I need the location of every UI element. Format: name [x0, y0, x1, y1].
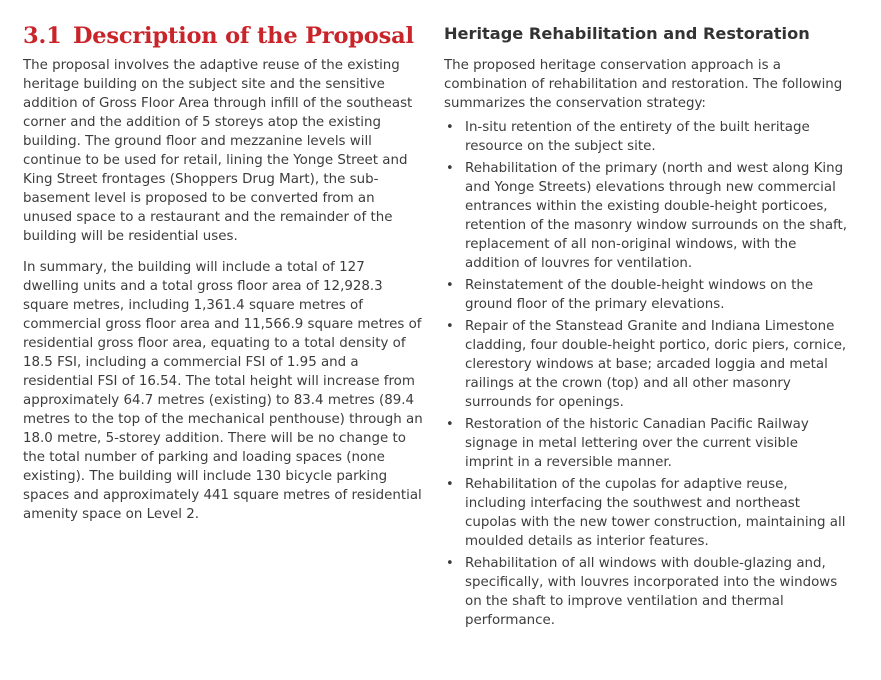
list-item — [444, 276, 849, 314]
heritage-body — [444, 56, 849, 633]
bullet-icon: • — [446, 556, 454, 571]
list-item — [444, 554, 849, 630]
list-item-text: Rehabilitation of the cupolas for adaptive reuse, including interfacing the southwest and northeast cupolas with the new tower construction, maintaining all moulded details as interior features. — [465, 477, 846, 549]
section-number: 3.1 — [23, 23, 62, 49]
list-item — [444, 317, 849, 412]
list-item — [444, 118, 849, 156]
conservation-strategy-list — [444, 118, 849, 630]
list-item — [444, 159, 849, 273]
list-item-text: Repair of the Stanstead Granite and Indiana Limestone cladding, four double-height portico, doric piers, cornice, clerestory windows at base; arcaded loggia and metal railings at the crown (top) and all other masonry surrounds for openings. — [465, 319, 847, 410]
heritage-intro: The proposed heritage conservation approach is a combination of rehabilitation and restoration. The following summarizes the conservation strategy: — [444, 58, 843, 111]
bullet-icon: • — [446, 477, 454, 492]
section-heading — [23, 22, 414, 50]
heritage-heading: Heritage Rehabilitation and Restoration — [444, 24, 810, 43]
bullet-icon: • — [446, 120, 454, 135]
list-item — [444, 415, 849, 472]
proposal-paragraph-2: In summary, the building will include a total of 127 dwelling units and a total gross floor area of 12,928.3 square metres, including 1,361.4 square metres of commercial gross floor area and 11,566.9 square metres of residential gross floor area, equating to a total density of 18.5 FSI, including a commercial FSI of 1.95 and a residential FSI of 16.54. The total height will increase from approximately 64.7 metres (existing) to 83.4 metres (89.4 metres to the top of the mechanical penthouse) through an 18.0 metre, 5-storey addition. There will be no change to the total number of parking and loading spaces (none existing). The building will include 130 bicycle parking spaces and approximately 441 square metres of residential amenity space on Level 2. — [23, 260, 423, 522]
list-item-text: Rehabilitation of the primary (north and west along King and Yonge Streets) elevations through new commercial entrances within the existing double-height porticoes, retention of the masonry window surrounds on the shaft, replacement of all non-original windows, with the addition of louvres for ventilation. — [465, 161, 848, 271]
bullet-icon: • — [446, 278, 454, 293]
bullet-icon: • — [446, 417, 454, 432]
section-title: Description of the Proposal — [73, 23, 414, 49]
list-item-text: Rehabilitation of all windows with double-glazing and, specifically, with louvres incorporated into the windows on the shaft to improve ventilation and thermal performance. — [465, 556, 838, 628]
list-item-text: Reinstatement of the double-height windows on the ground floor of the primary elevations. — [465, 278, 814, 312]
bullet-icon: • — [446, 161, 454, 176]
bullet-icon: • — [446, 319, 454, 334]
proposal-description-body — [23, 56, 423, 524]
proposal-paragraph-1: The proposal involves the adaptive reuse of the existing heritage building on the subject site and the sensitive addition of Gross Floor Area through infill of the southeast corner and the addition of 5 storeys atop the existing building. The ground floor and mezzanine levels will continue to be used for retail, lining the Yonge Street and King Street frontages (Shoppers Drug Mart), the sub-basement level is proposed to be converted from an unused space to a restaurant and the remainder of the building will be residential uses. — [23, 58, 413, 244]
list-item-text: Restoration of the historic Canadian Pacific Railway signage in metal lettering over the current visible imprint in a reversible manner. — [465, 417, 809, 470]
list-item — [444, 475, 849, 551]
list-item-text: In-situ retention of the entirety of the built heritage resource on the subject site. — [465, 120, 810, 154]
